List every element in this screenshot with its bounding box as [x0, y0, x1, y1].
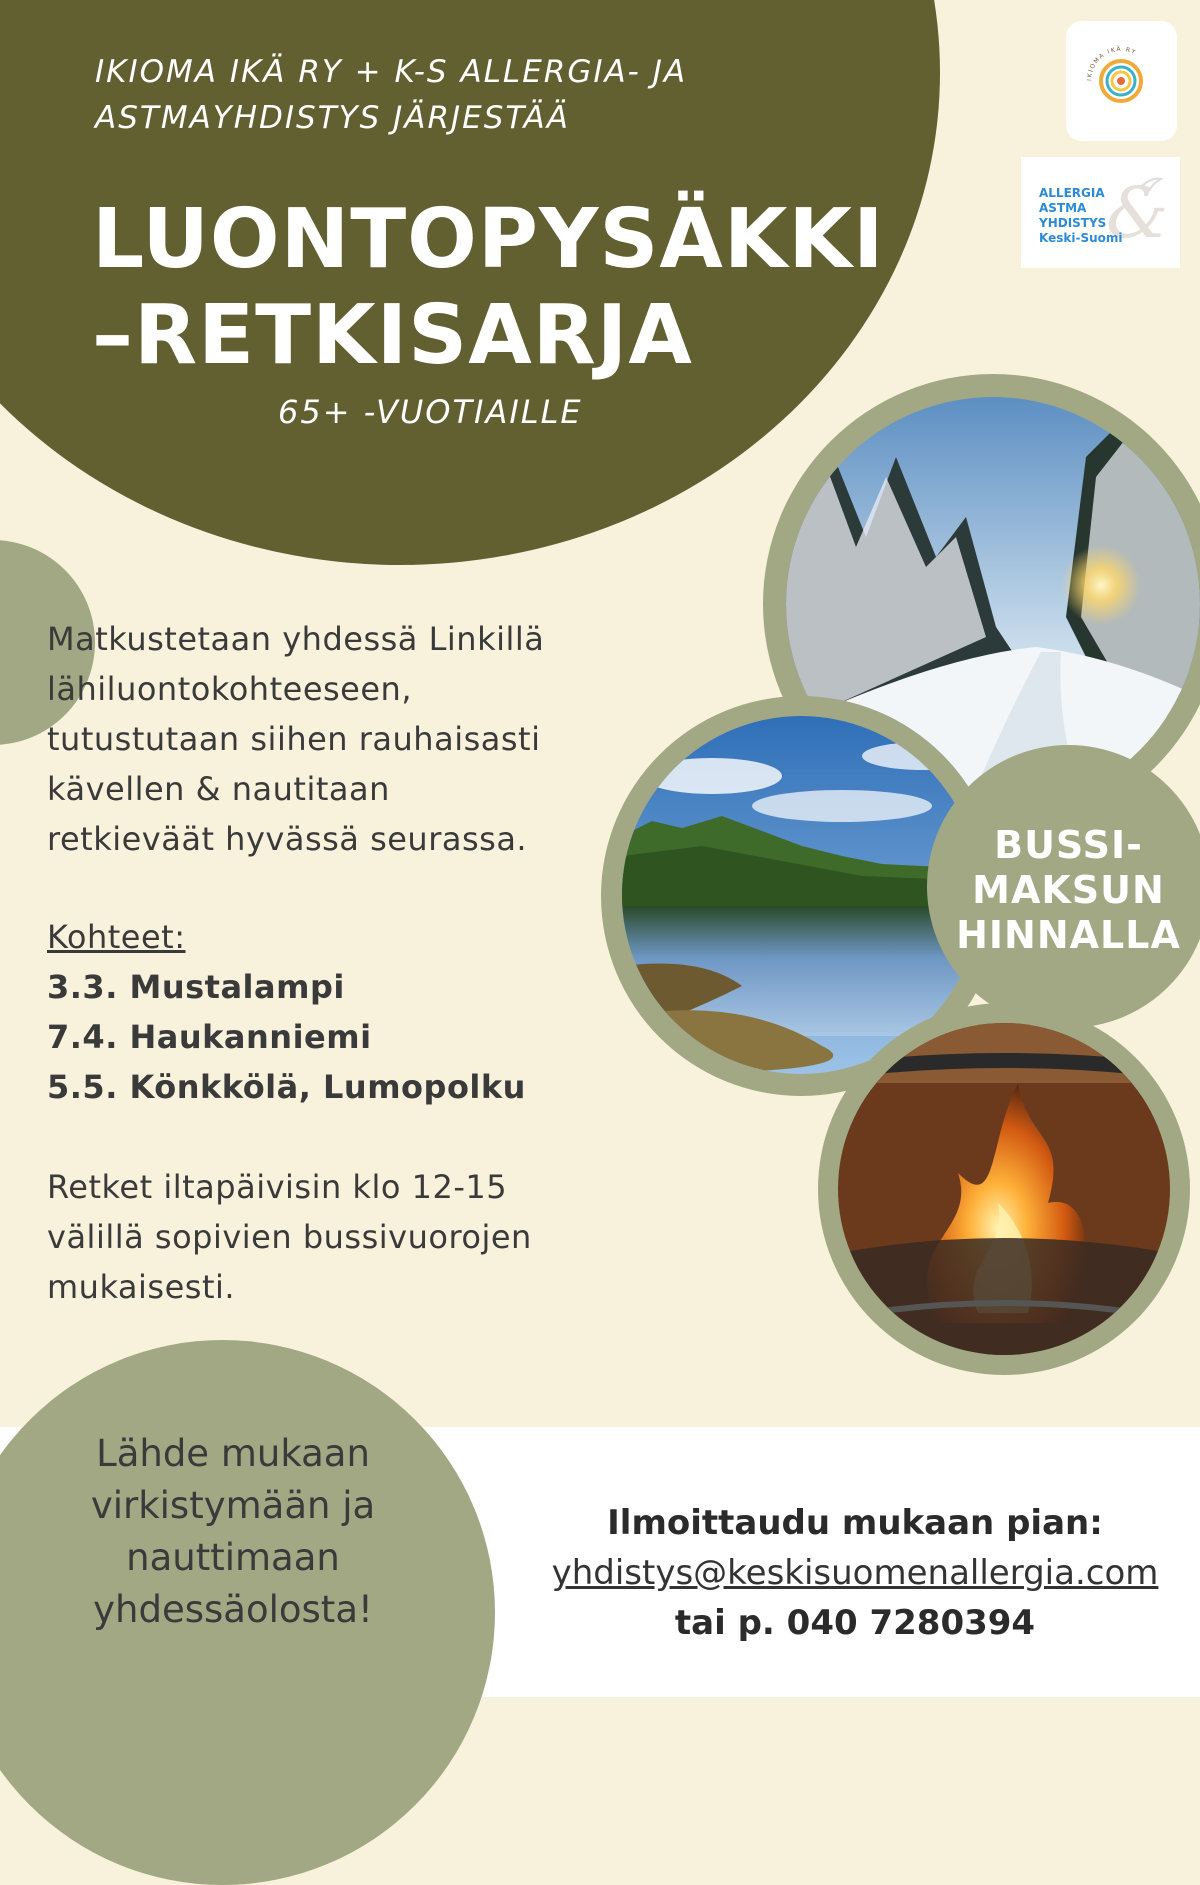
schedule-line-2: välillä sopivien bussivuorojen — [47, 1218, 532, 1256]
page-title-line-1: LUONTOPYSÄKKI — [92, 192, 885, 287]
allergia-logo-line-3: YHDISTYS — [1039, 216, 1107, 230]
schedule-line-1: Retket iltapäivisin klo 12-15 — [47, 1168, 508, 1206]
target-item-3: 5.5. Könkkölä, Lumopolku — [47, 1068, 526, 1106]
description-line-1: Matkustetaan yhdessä Linkillä — [47, 620, 545, 658]
allergia-logo-line-4: Keski-Suomi — [1039, 231, 1123, 245]
signup-heading: Ilmoittaudu mukaan pian: — [607, 1503, 1103, 1543]
organizers-line-1: IKIOMA IKÄ RY + K-S ALLERGIA- JA — [95, 54, 688, 90]
price-badge-line-3: HINNALLA — [956, 913, 1181, 957]
cta-line-2: virkistymään ja — [90, 1484, 376, 1527]
page-title-line-2: –RETKISARJA — [92, 288, 693, 383]
email-link[interactable]: yhdistys@keskisuomenallergia.com — [551, 1553, 1159, 1593]
allergia-logo-line-1: ALLERGIA — [1039, 186, 1105, 200]
price-badge-line-1: BUSSI- — [994, 823, 1143, 867]
description-line-2: lähiluontokohteeseen, — [47, 670, 412, 708]
price-badge-line-2: MAKSUN — [972, 868, 1165, 912]
cta-line-3: nauttimaan — [126, 1536, 340, 1579]
svg-text:&: & — [1106, 172, 1169, 254]
description-line-4: kävellen & nautitaan — [47, 770, 390, 808]
ikioma-ring-text: IKIOMA IKÄ RY — [1085, 45, 1138, 82]
schedule-line-3: mukaisesti. — [47, 1268, 236, 1306]
ikioma-logo-icon — [1066, 21, 1177, 141]
target-item-1: 3.3. Mustalampi — [47, 968, 345, 1006]
campfire-image — [838, 1023, 1170, 1355]
allergia-logo-line-2: ASTMA — [1039, 201, 1087, 215]
description-line-3: tutustutaan siihen rauhaisasti — [47, 720, 541, 758]
target-item-2: 7.4. Haukanniemi — [47, 1018, 372, 1056]
audience-label: 65+ -VUOTIAILLE — [278, 393, 583, 431]
phone-text: tai p. 040 7280394 — [674, 1603, 1036, 1643]
description-line-5: retkieväät hyvässä seurassa. — [47, 820, 528, 858]
ikioma-logo — [1066, 21, 1177, 141]
cta-line-1: Lähde mukaan — [96, 1432, 370, 1475]
cta-line-4: yhdessäolosta! — [93, 1588, 373, 1631]
organizers-line-2: ASTMAYHDISTYS JÄRJESTÄÄ — [95, 100, 570, 136]
targets-heading: Kohteet: — [47, 918, 186, 956]
